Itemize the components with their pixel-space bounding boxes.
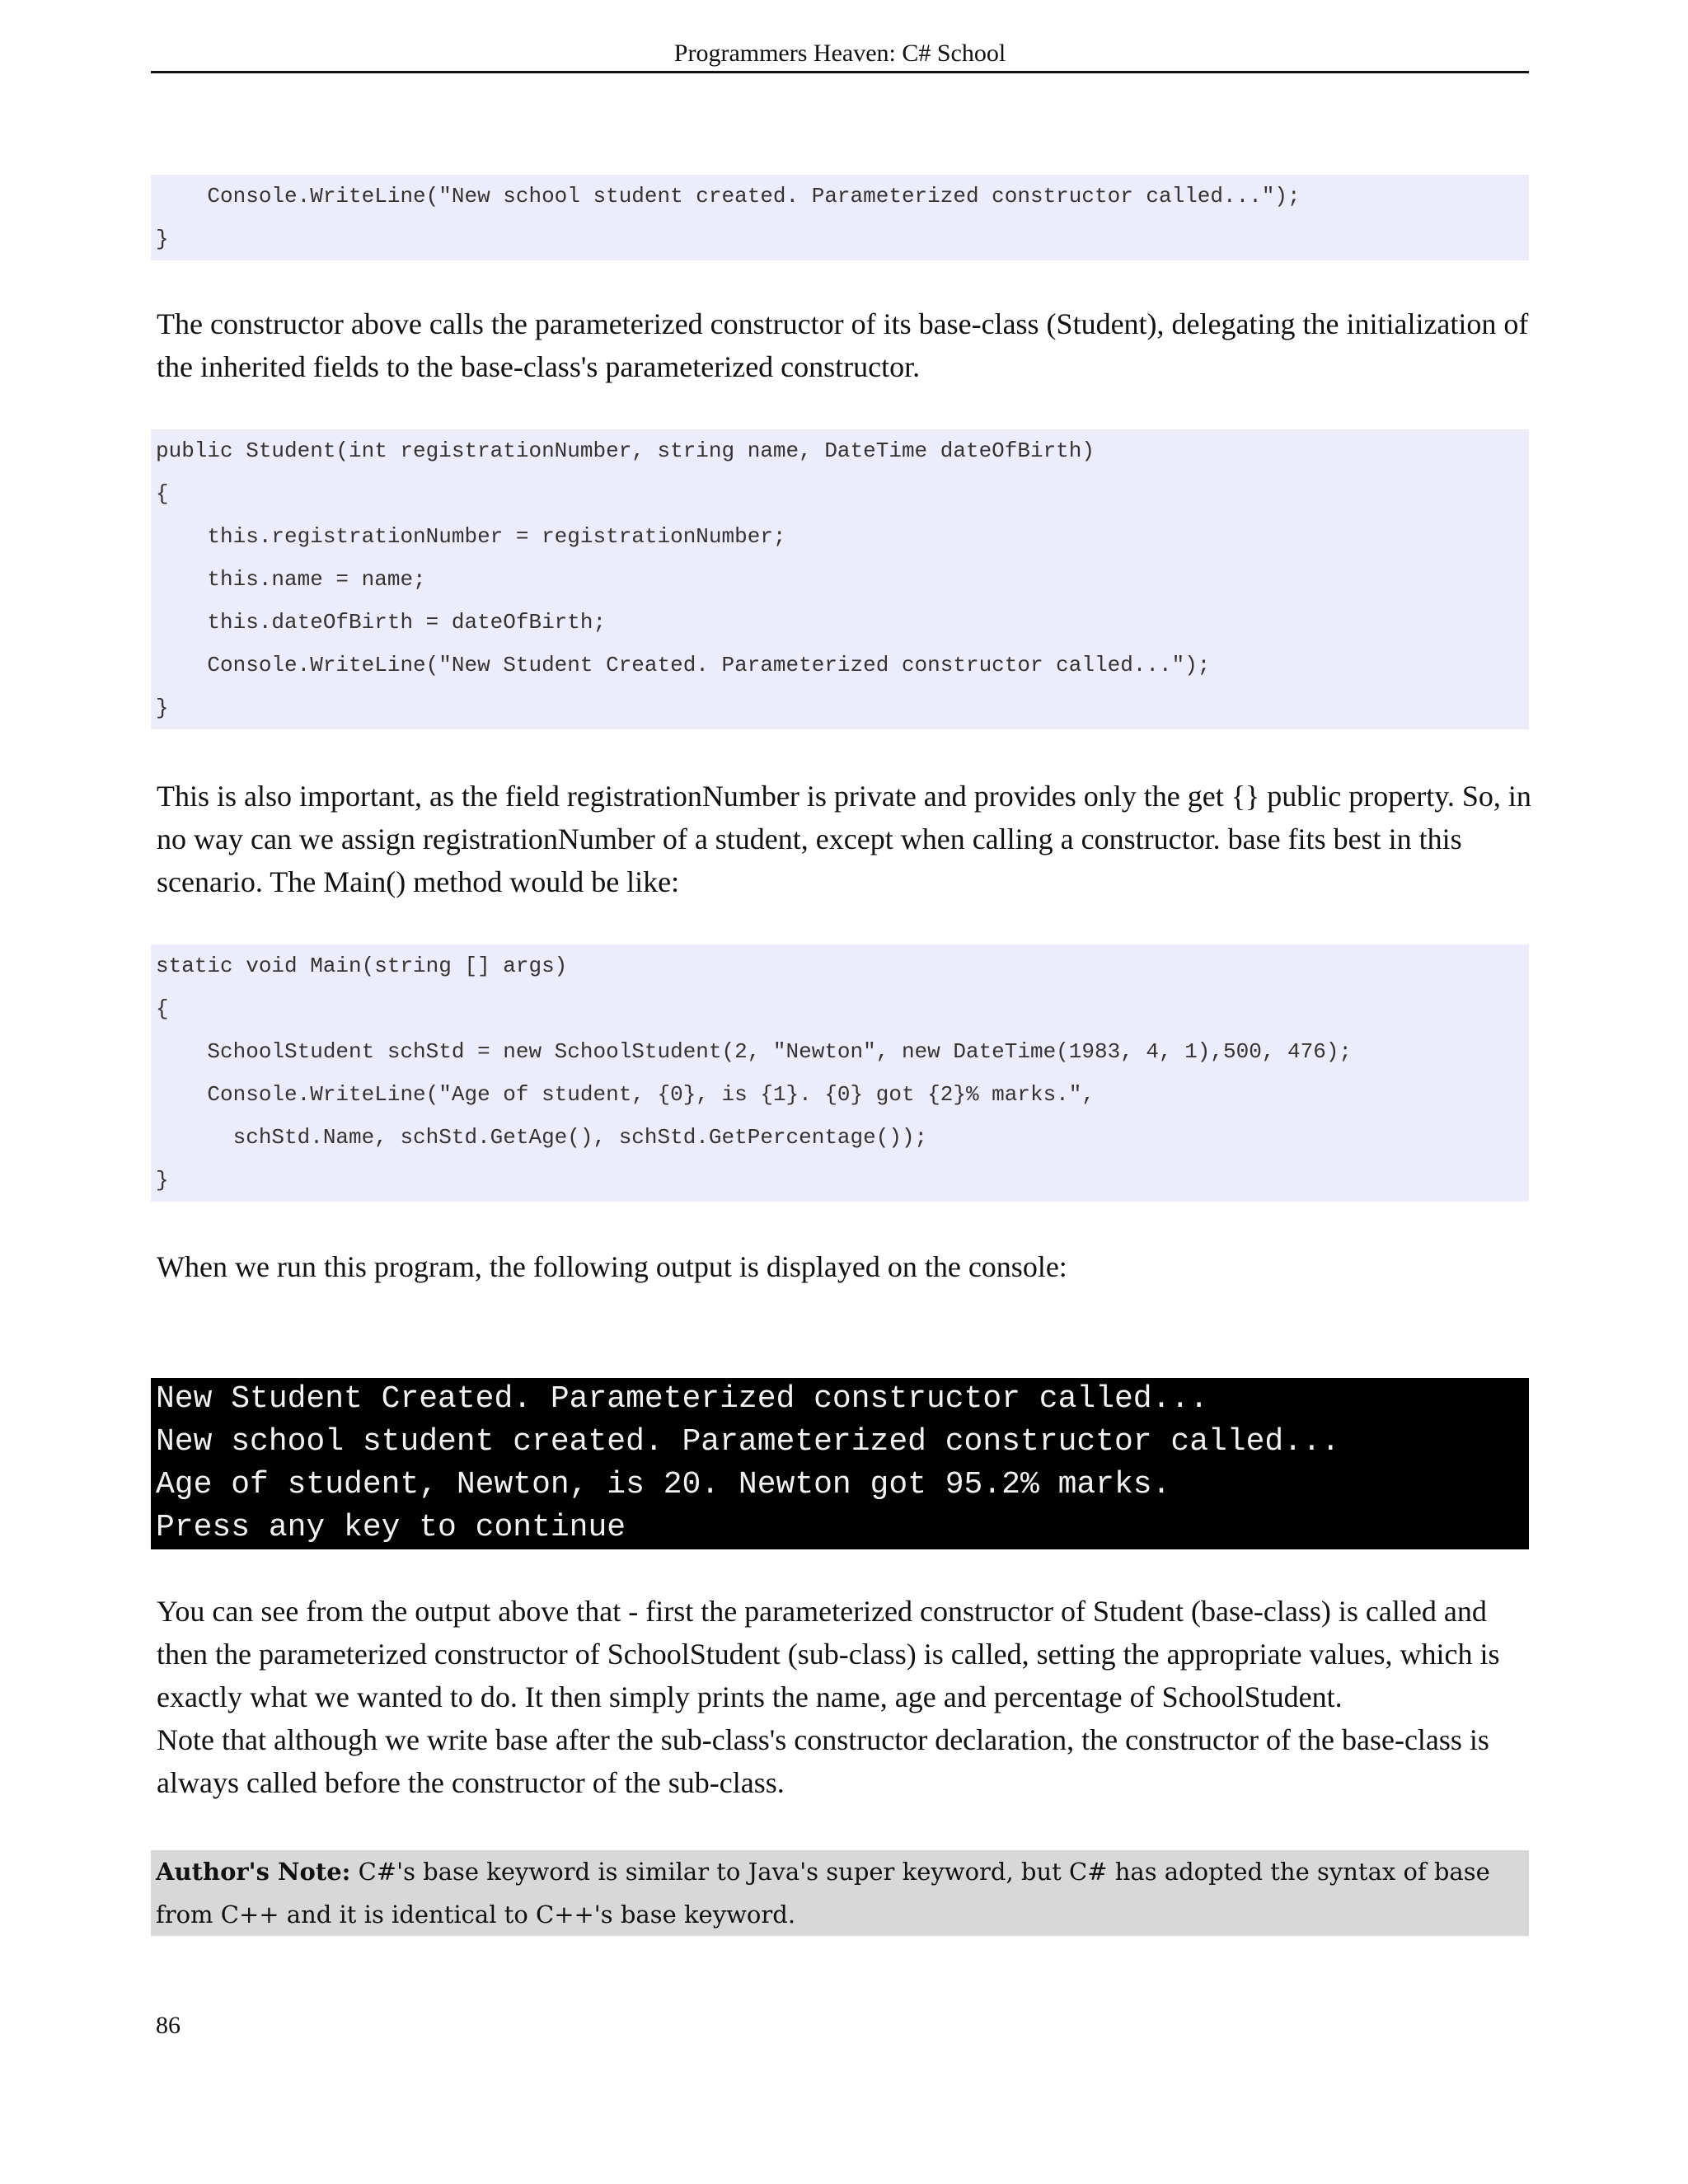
console-line: New school student created. Parameterized constructor called... [156,1424,1340,1460]
code-line: } [156,227,169,251]
code-block-student-constructor [151,429,1529,729]
code-line: { [156,996,169,1021]
code-line: this.registrationNumber = registrationNumber; [156,524,786,549]
page-header: Programmers Heaven: C# School [151,38,1529,73]
paragraph-text: You can see from the output above that - first the parameterized constructor of Student (base-class) is called and then the parameterized constructor of SchoolStudent (sub-class) is called, setting the appropriate values, which is exactly what we wanted to do. It then simply prints the name, age and percentage of SchoolStudent. [157,1595,1500,1713]
code-line: Console.WriteLine("New school student created. Parameterized constructor called..."); [156,184,1301,209]
paragraph-text: When we run this program, the following output is displayed on the console: [157,1250,1067,1283]
code-block-constructor-end [151,175,1529,260]
code-line: this.dateOfBirth = dateOfBirth; [156,610,607,635]
code-line: Console.WriteLine("New Student Created. Parameterized constructor called..."); [156,653,1211,677]
code-line: public Student(int registrationNumber, string name, DateTime dateOfBirth) [156,438,1095,463]
code-line: static void Main(string [] args) [156,954,568,978]
code-line: schStd.Name, schStd.GetAge(), schStd.GetPercentage()); [156,1125,928,1150]
paragraph-constructor-explanation [157,302,1533,388]
author-note-label: Author's Note: [156,1858,351,1886]
code-line: { [156,481,169,506]
paragraph-output-explanation [157,1590,1533,1804]
code-line: } [156,696,169,720]
console-line: Age of student, Newton, is 20. Newton got 95.2% marks. [156,1467,1171,1502]
code-block-main-method [151,944,1529,1202]
paragraph-text: The constructor above calls the parameterized constructor of its base-class (Student), delegating the initialization of the inherited fields to the base-class's parameterized constructor. [157,307,1529,383]
console-output [151,1378,1529,1549]
code-line: SchoolStudent schStd = new SchoolStudent(2, "Newton", new DateTime(1983, 4, 1),500, 476); [156,1039,1353,1064]
paragraph-registration-number [157,775,1533,903]
paragraph-text: This is also important, as the field registrationNumber is private and provides only the get {} public property. So, in no way can we assign registrationNumber of a student, except when calling a constructor. base fits best in this scenario. The Main() method would be like: [157,780,1531,898]
page-number: 86 [156,2012,181,2039]
console-line: New Student Created. Parameterized constructor called... [156,1381,1209,1417]
paragraph-run-program [157,1245,1533,1288]
console-line: Press any key to continue [156,1510,626,1545]
author-note-text: C#'s base keyword is similar to Java's super keyword, but C# has adopted the syntax of base from C++ and it is identical to C++'s base keyword. [156,1858,1490,1929]
code-line: } [156,1168,169,1193]
code-line: this.name = name; [156,567,426,592]
author-note [151,1850,1529,1936]
code-line: Console.WriteLine("Age of student, {0}, is {1}. {0} got {2}% marks.", [156,1082,1095,1107]
paragraph-text: Note that although we write base after the sub-class's constructor declaration, the constructor of the base-class is always called before the constructor of the sub-class. [157,1723,1489,1799]
